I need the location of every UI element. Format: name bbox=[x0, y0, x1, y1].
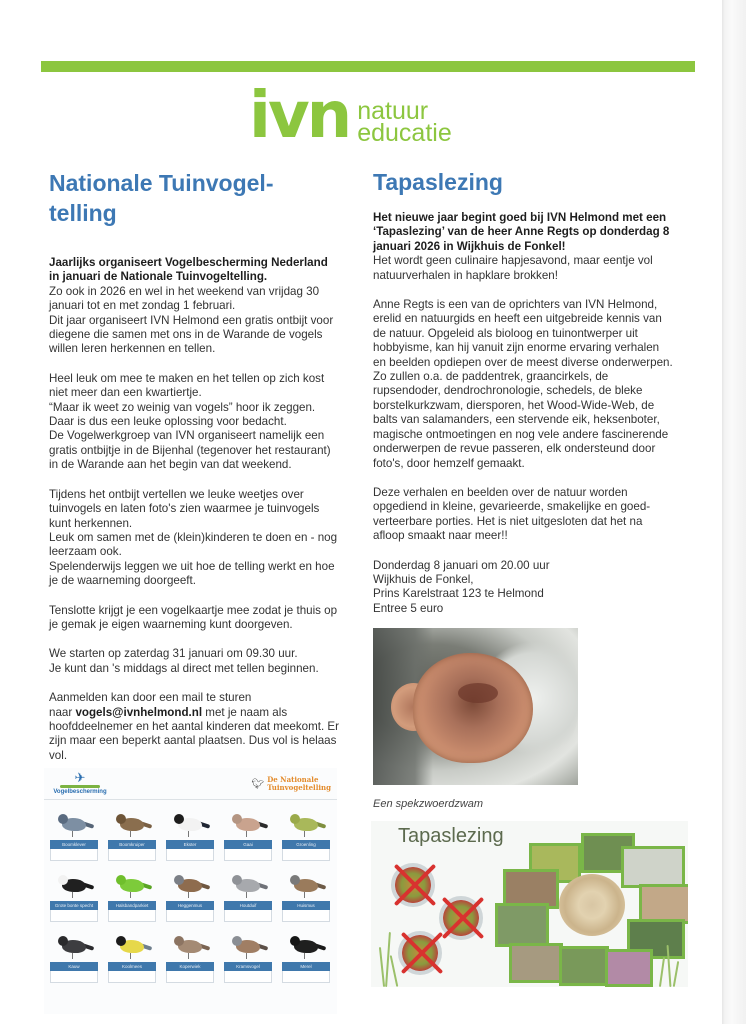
text-line: rupsendoder, dendrochronologie, schedels, de bleke bbox=[373, 384, 643, 398]
bird-leg bbox=[72, 831, 73, 837]
event-date: Donderdag 8 januari om 20.00 uur bbox=[373, 558, 550, 572]
bird-leg bbox=[72, 892, 73, 898]
vogelbescherming-logo bbox=[48, 772, 112, 795]
intro-bold-line: in januari de Nationale Tuinvogeltelling. bbox=[49, 270, 268, 284]
text-line: opgediend in kleine, gevarieerde, smakelijke en goed- bbox=[373, 500, 651, 514]
bird-card-header bbox=[44, 768, 337, 800]
bird-count-box bbox=[50, 849, 98, 861]
article-title bbox=[49, 168, 364, 228]
bird-illustration bbox=[168, 806, 212, 840]
bird-name-label: Boomkruiper bbox=[108, 840, 156, 849]
text-line: Tenslotte krijgt je een vogelkaartje mee zodat je thuis op bbox=[49, 603, 338, 617]
bird-name-label: Gaai bbox=[224, 840, 272, 849]
bird-icon: ✈ bbox=[74, 770, 86, 785]
bird-entry bbox=[166, 928, 214, 983]
text-line: foto's, door hemzelf gemaakt. bbox=[373, 456, 525, 470]
paragraph-card bbox=[49, 604, 364, 633]
bird-head bbox=[58, 875, 68, 885]
text-line: Het wordt geen culinaire hapjesavond, maar eentje vol bbox=[373, 254, 653, 268]
bird-count-box bbox=[282, 849, 330, 861]
bird-leg bbox=[246, 831, 247, 837]
grass-decoration bbox=[390, 955, 399, 987]
paragraph-registration bbox=[49, 691, 364, 763]
tuinvogeltelling-logo-text bbox=[267, 776, 331, 792]
page-edge-shadow bbox=[722, 0, 746, 1024]
event-price: Entree 5 euro bbox=[373, 601, 444, 615]
text-fragment: naar bbox=[49, 705, 76, 719]
bird-leg bbox=[72, 953, 73, 959]
bird-illustration bbox=[284, 928, 328, 962]
event-details bbox=[373, 559, 698, 617]
text-line: Tijdens het ontbijt vertellen we leuke weetjes over bbox=[49, 487, 304, 501]
bird-counting-card bbox=[44, 768, 337, 1014]
bird-leg bbox=[246, 953, 247, 959]
photo-fungus-cap bbox=[413, 653, 533, 763]
bird-entry bbox=[282, 867, 330, 922]
bird-name-label: Kramsvogel bbox=[224, 962, 272, 971]
text-line: gratis ontbijtje in de Bijenhal (tegenover het restaurant) bbox=[49, 443, 331, 457]
text-line: de natuur. Opgeleid als bioloog en tuinontwerper uit bbox=[373, 326, 638, 340]
event-address: Prins Karelstraat 123 te Helmond bbox=[373, 587, 544, 601]
bird-entry bbox=[166, 867, 214, 922]
bird-entry bbox=[224, 928, 272, 983]
bird-entry bbox=[108, 928, 156, 983]
bird-name-label: Boomklever bbox=[50, 840, 98, 849]
bird-head bbox=[58, 936, 68, 946]
bird-illustration bbox=[226, 867, 270, 901]
text-line: diegene die samen met ons in de Warande de vogels bbox=[49, 328, 323, 342]
header-green-bar bbox=[41, 61, 695, 72]
bird-head bbox=[174, 936, 184, 946]
article-tapaslezing bbox=[373, 168, 698, 616]
text-line: je gemak je eigen waarneming kunt doorgeven. bbox=[49, 617, 293, 631]
bird-count-box bbox=[282, 910, 330, 922]
intro-bold-line: januari 2026 in Wijkhuis de Fonkel! bbox=[373, 239, 566, 253]
bird-count-box bbox=[108, 849, 156, 861]
text-line: “Maar ik weet zo weinig van vogels” hoor ik zeggen. bbox=[49, 400, 316, 414]
text-line: Deze verhalen en beelden over de natuur worden bbox=[373, 485, 628, 499]
bird-name-label: Kauw bbox=[50, 962, 98, 971]
bird-name-label: Heggenmus bbox=[166, 901, 214, 910]
ivn-logo-mark: ivn bbox=[249, 79, 350, 153]
bird-leg bbox=[130, 892, 131, 898]
collage-photo-butterfly bbox=[621, 846, 685, 888]
bird-entry bbox=[50, 928, 98, 983]
bird-name-label: Ekster bbox=[166, 840, 214, 849]
text-line: kunt herkennen. bbox=[49, 516, 133, 530]
text-line: balts van salamanders, een stervende eik, heksenboter, bbox=[373, 413, 660, 427]
event-venue: Wijkhuis de Fonkel, bbox=[373, 572, 474, 586]
intro-bold-line: Het nieuwe jaar begint goed bij IVN Helmond met een bbox=[373, 211, 667, 224]
ivn-logo bbox=[249, 79, 452, 153]
bird-head bbox=[174, 814, 184, 824]
vogelbescherming-logo-text: Vogelbescherming bbox=[53, 789, 107, 795]
bird-head bbox=[116, 814, 126, 824]
text-line: We starten op zaterdag 31 januari om 09.30 uur. bbox=[49, 647, 298, 661]
text-line: in de Warande aan het begin van dat weekend. bbox=[49, 458, 292, 472]
text-line: vol. bbox=[49, 748, 68, 762]
bird-illustration bbox=[284, 867, 328, 901]
bird-entry bbox=[108, 867, 156, 922]
bird-illustration bbox=[110, 867, 154, 901]
text-line: Aanmelden kan door een mail te sturen bbox=[49, 691, 252, 705]
bird-count-box bbox=[108, 910, 156, 922]
text-line: zijn maar een beperkt aantal plaatsen. Dus vol is helaas bbox=[49, 734, 337, 748]
bird-leg bbox=[304, 953, 305, 959]
collage-photo-tree-rings bbox=[559, 874, 625, 936]
bird-grid bbox=[44, 800, 337, 983]
bird-entry bbox=[282, 928, 330, 983]
email-link[interactable]: vogels@ivnhelmond.nl bbox=[75, 705, 203, 719]
text-line: borstelkurkzwam, diersporen, het Wood-Wide-Web, de bbox=[373, 398, 655, 412]
crossed-food-plate-icon bbox=[398, 931, 442, 975]
bird-illustration bbox=[52, 928, 96, 962]
bird-illustration bbox=[168, 928, 212, 962]
logo-swoosh bbox=[60, 785, 100, 788]
bird-entry bbox=[50, 867, 98, 922]
bird-entry bbox=[224, 806, 272, 861]
title-line-1: Nationale Tuinvogel- bbox=[49, 170, 274, 196]
paragraph-activities bbox=[49, 488, 364, 589]
text-line: Leuk om samen met de (klein)kinderen te doen en - nog bbox=[49, 530, 338, 544]
logo-line: Tuinvogeltelling bbox=[267, 783, 331, 792]
bird-count-box bbox=[224, 849, 272, 861]
bird-count-box bbox=[166, 849, 214, 861]
intro-paragraph bbox=[49, 256, 364, 357]
bird-count-box bbox=[166, 971, 214, 983]
bird-head bbox=[232, 936, 242, 946]
bird-entry bbox=[108, 806, 156, 861]
bird-leg bbox=[188, 892, 189, 898]
text-line: Dit jaar organiseert IVN Helmond een gratis ontbijt voor bbox=[49, 313, 334, 327]
photo-caption: Een spekzwoerdzwam bbox=[373, 798, 484, 810]
bird-head bbox=[232, 875, 242, 885]
bird-illustration bbox=[110, 928, 154, 962]
text-line: en beelden opdiepen over de meest diverse onderwerpen. bbox=[373, 355, 673, 369]
logo-line: De Nationale bbox=[267, 775, 319, 784]
logo-line-natuur: natuur bbox=[357, 97, 429, 125]
bird-head bbox=[290, 814, 300, 824]
bird-leg bbox=[246, 892, 247, 898]
text-line: tuinvogels en laten foto's zien waarmee je tuinvogels bbox=[49, 502, 320, 516]
grass-decoration bbox=[659, 957, 665, 987]
bird-count-box bbox=[50, 910, 98, 922]
text-line: magische ontmoetingen en nog vele andere fascinerende bbox=[373, 427, 669, 441]
paragraph-start-time bbox=[49, 647, 364, 676]
crossed-food-plate-icon bbox=[439, 896, 483, 940]
bird-illustration bbox=[52, 806, 96, 840]
bird-leg bbox=[304, 892, 305, 898]
bird-leg bbox=[188, 831, 189, 837]
bird-head bbox=[290, 875, 300, 885]
bird-entry bbox=[224, 867, 272, 922]
text-line: De Vogelwerkgroep van IVN organiseert namelijk een bbox=[49, 429, 325, 443]
text-line: je de waarneming doorgeeft. bbox=[49, 574, 196, 588]
bird-entry bbox=[50, 806, 98, 861]
bird-name-label: Groenling bbox=[282, 840, 330, 849]
crossed-food-plate-icon bbox=[391, 863, 435, 907]
bird-name-label: Houtduif bbox=[224, 901, 272, 910]
bird-illustration bbox=[226, 806, 270, 840]
bird-name-label: Grote bonte specht bbox=[50, 901, 98, 910]
text-line: Je kunt dan 's middags al direct met tellen beginnen. bbox=[49, 661, 319, 675]
bird-name-label: Koolmees bbox=[108, 962, 156, 971]
text-line: Daar is dus een leuke oplossing voor bedacht. bbox=[49, 415, 287, 429]
paragraph-speaker bbox=[373, 298, 698, 471]
text-line: natuurverhalen in hapklare brokken! bbox=[373, 268, 558, 282]
collage-photo-crop-circle bbox=[559, 946, 609, 986]
text-line: hoofddeelnemer en het aantal kinderen dat meekomt. Er bbox=[49, 719, 340, 733]
spekzwoerdzwam-photo bbox=[373, 628, 578, 785]
text-line: leerzaam ook. bbox=[49, 545, 122, 559]
bird-name-label: Merel bbox=[282, 962, 330, 971]
text-line: Zo ook in 2026 en wel in het weekend van vrijdag 30 bbox=[49, 284, 320, 298]
text-line: Zo zullen o.a. de paddentrek, graancirkels, de bbox=[373, 370, 609, 384]
bird-count-box bbox=[50, 971, 98, 983]
bird-count-box bbox=[166, 910, 214, 922]
text-line: Heel leuk om mee te maken en het tellen op zich kost bbox=[49, 371, 325, 385]
bird-illustration bbox=[110, 806, 154, 840]
bird-leg bbox=[130, 831, 131, 837]
bird-entry bbox=[282, 806, 330, 861]
collage-photo-animal-tracks bbox=[509, 943, 563, 983]
collage-photo-dying-oak bbox=[495, 903, 549, 947]
article-title: Tapaslezing bbox=[373, 169, 503, 195]
bird-illustration bbox=[226, 928, 270, 962]
text-line: afloop smaakt naar meer!! bbox=[373, 529, 508, 543]
text-line: niet meer dan een kwartiertje. bbox=[49, 386, 202, 400]
bird-name-label: Huismus bbox=[282, 901, 330, 910]
text-line: onderwerpen de revue passeren, elk ondersteund door bbox=[373, 442, 656, 456]
bird-illustration bbox=[168, 867, 212, 901]
text-line: erelid en natuurgids en heeft een uitgebreide kennis van bbox=[373, 312, 662, 326]
text-line: Anne Regts is een van de oprichters van IVN Helmond, bbox=[373, 298, 658, 312]
collage-photo-salamander bbox=[639, 884, 688, 924]
intro-bold-line: ‘Tapaslezing’ van de heer Anne Regts op donderdag 8 bbox=[373, 225, 670, 239]
bird-leg bbox=[130, 953, 131, 959]
grass-decoration bbox=[379, 947, 385, 987]
text-line: Spelenderwijs leggen we uit hoe de telling werkt en hoe bbox=[49, 559, 335, 573]
collage-photo-purple-fungus bbox=[605, 949, 653, 987]
bird-head bbox=[58, 814, 68, 824]
grass-decoration bbox=[673, 961, 679, 987]
text-line: verteerbare porties. Het is niet uitgesloten dat het na bbox=[373, 514, 643, 528]
tapaslezing-collage bbox=[371, 821, 688, 987]
text-line: hobbyisme, kan hij vanuit zijn enorme ervaring verhalen bbox=[373, 341, 660, 355]
bird-leg bbox=[188, 953, 189, 959]
text-line: januari tot en met zondag 1 februari. bbox=[49, 299, 236, 313]
bird-head bbox=[232, 814, 242, 824]
photo-fungus-fold bbox=[458, 683, 498, 703]
bird-entry bbox=[166, 806, 214, 861]
bird-illustration bbox=[284, 806, 328, 840]
ivn-logo-wordmark bbox=[357, 97, 452, 147]
bird-head bbox=[116, 875, 126, 885]
paragraph-breakfast bbox=[49, 372, 364, 473]
bird-count-box bbox=[282, 971, 330, 983]
text-line: willen leren herkennen en tellen. bbox=[49, 342, 216, 356]
text-fragment: met je naam als bbox=[202, 705, 288, 719]
title-line-2: telling bbox=[49, 200, 117, 226]
bird-head bbox=[116, 936, 126, 946]
tuinvogeltelling-logo bbox=[252, 776, 332, 792]
intro-bold-line: Jaarlijks organiseert Vogelbescherming Nederland bbox=[49, 256, 328, 269]
bird-illustration bbox=[52, 867, 96, 901]
bird-head bbox=[290, 936, 300, 946]
paragraph-portions bbox=[373, 486, 698, 544]
bird-count-box bbox=[224, 971, 272, 983]
bird-head bbox=[174, 875, 184, 885]
bird-icon: 🐦︎ bbox=[251, 778, 265, 790]
bird-name-label: Halsbandparkiet bbox=[108, 901, 156, 910]
bird-count-box bbox=[108, 971, 156, 983]
logo-line-educatie: educatie bbox=[357, 119, 452, 147]
collage-title: Tapaslezing bbox=[398, 825, 504, 847]
article-tuinvogeltelling bbox=[49, 168, 364, 763]
intro-paragraph bbox=[373, 211, 698, 283]
bird-leg bbox=[304, 831, 305, 837]
bird-count-box bbox=[224, 910, 272, 922]
bird-name-label: Koperwiek bbox=[166, 962, 214, 971]
